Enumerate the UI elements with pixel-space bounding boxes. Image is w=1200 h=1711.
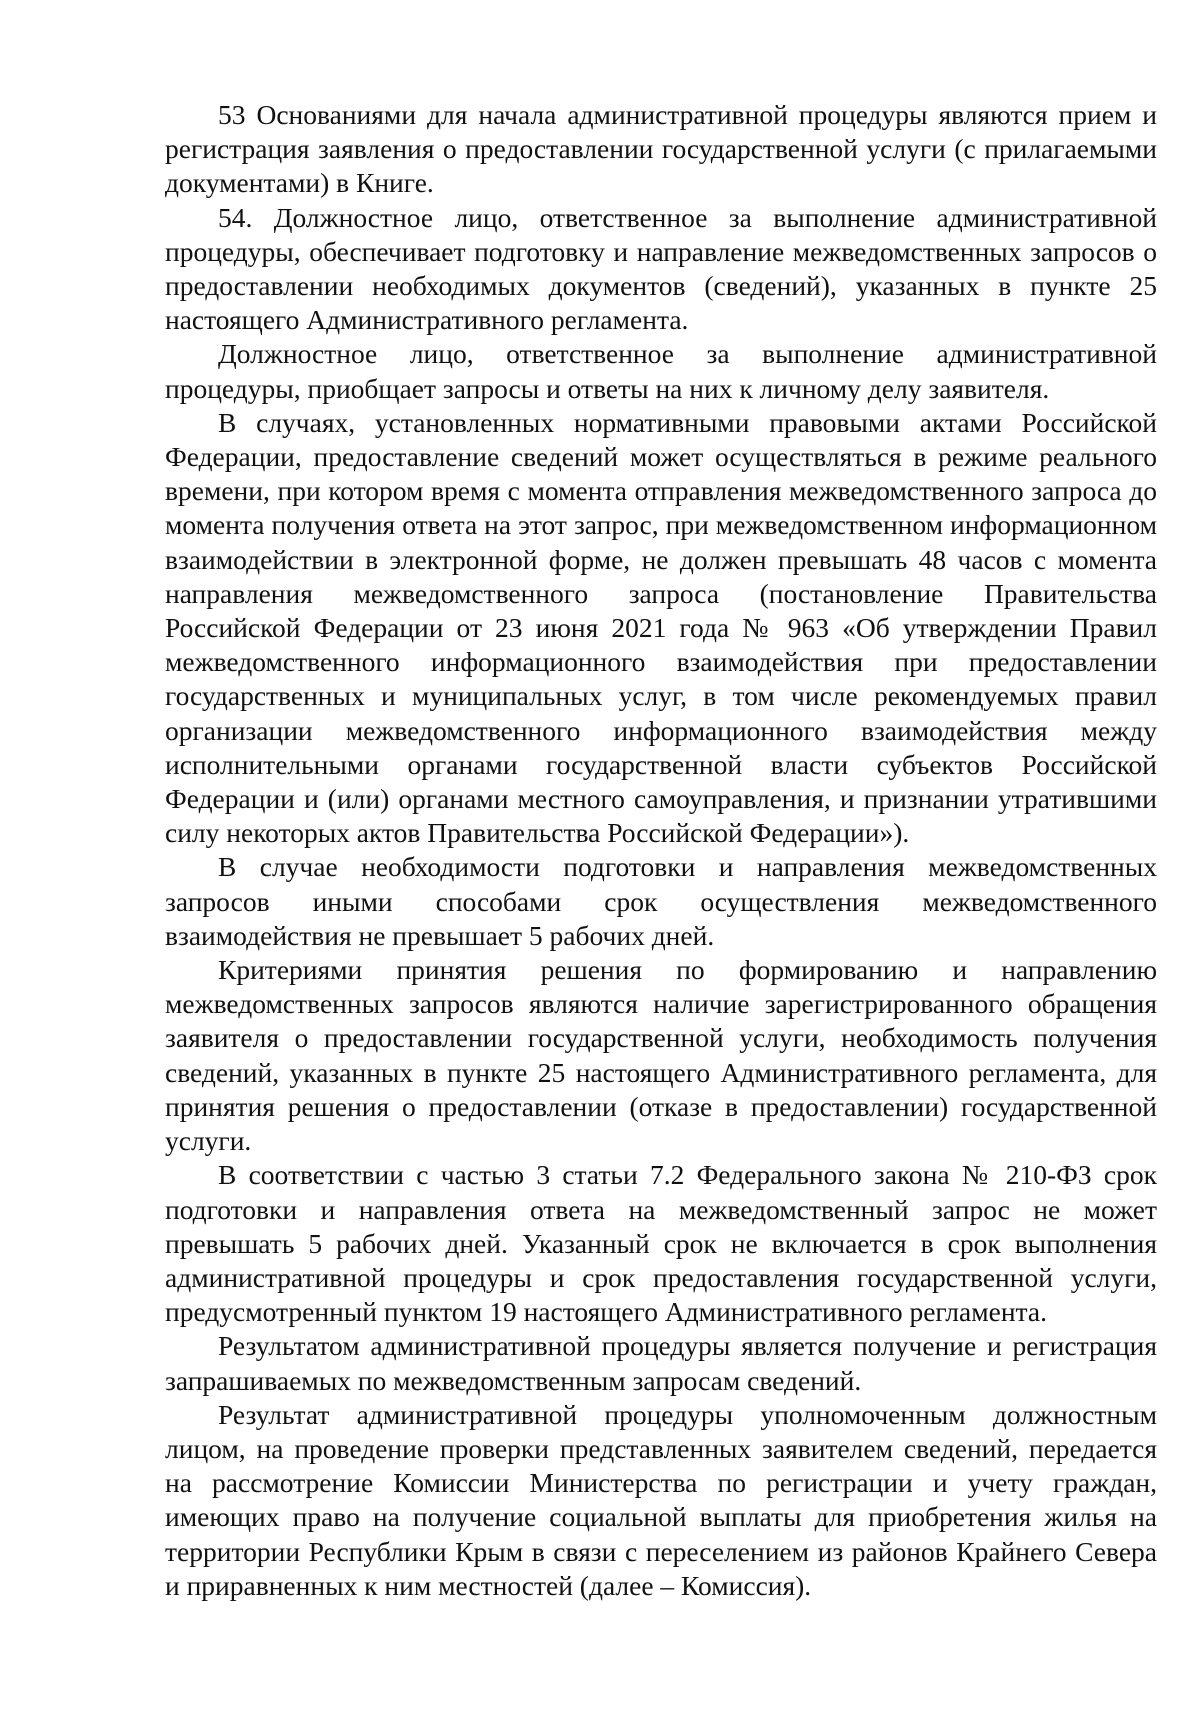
- paragraph-attach-requests: Должностное лицо, ответственное за выполнение административной процедуры, приобщает запросы и ответы на них к личному делу заявителя.: [165, 338, 1157, 404]
- paragraph-result: Результатом административной процедуры является получение и регистрация запрашиваемых по межведомственным запросам сведений.: [165, 1330, 1157, 1396]
- paragraph-53: 53 Основаниями для начала административной процедуры являются прием и регистрация заявления о предоставлении государственной услуги (с прилагаемыми документами) в Книге.: [165, 99, 1157, 199]
- paragraph-real-time: В случаях, установленных нормативными правовыми актами Российской Федерации, предоставление сведений может осуществляться в режиме реального времени, при котором время с момента отправления межведомственного запроса до момента получения ответа на этот запрос, при межведомственном информационном взаимодействии в электронной форме, не должен превышать 48 часов с момента направления межведомственного запроса (постановление Правительства Российской Федерации от 23 июня 2021 года № 963 «Об утверждении Правил межведомственного информационного взаимодействия при предоставлении государственных и муниципальных услуг, в том числе рекомендуемых правил организации межведомственного информационного взаимодействия между исполнительными органами государственной власти субъектов Российской Федерации и (или) органами местного самоуправления, и признании утратившими силу некоторых актов Правительства Российской Федерации»).: [165, 406, 1157, 849]
- paragraph-federal-law: В соответствии с частью 3 статьи 7.2 Федерального закона № 210-ФЗ срок подготовки и направления ответа на межведомственный запрос не может превышать 5 рабочих дней. Указанный срок не включается в срок выполнения административной процедуры и срок предоставления государственной услуги, предусмотренный пунктом 19 настоящего Административного регламента.: [165, 1159, 1157, 1328]
- document-body: [165, 98, 1157, 1603]
- paragraph-criteria: Критериями принятия решения по формированию и направлению межведомственных запросов являются наличие зарегистрированного обращения заявителя о предоставлении государственной услуги, необходимость получения сведений, указанных в пункте 25 настоящего Административного регламента, для принятия решения о предоставлении (отказе в предоставлении) государственной услуги.: [165, 954, 1157, 1157]
- paragraph-commission: Результат административной процедуры уполномоченным должностным лицом, на проведение проверки представленных заявителем сведений, передается на рассмотрение Комиссии Министерства по регистрации и учету граждан, имеющих право на получение социальной выплаты для приобретения жилья на территории Республики Крым в связи с переселением из районов Крайнего Севера и приравненных к ним местностей (далее – Комиссия).: [165, 1398, 1157, 1601]
- paragraph-54: 54. Должностное лицо, ответственное за выполнение административной процедуры, обеспечивает подготовку и направление межведомственных запросов о предоставлении необходимых документов (сведений), указанных в пункте 25 настоящего Административного регламента.: [165, 201, 1157, 336]
- paragraph-other-methods: В случае необходимости подготовки и направления межведомственных запросов иными способами срок осуществления межведомственного взаимодействия не превышает 5 рабочих дней.: [165, 851, 1157, 951]
